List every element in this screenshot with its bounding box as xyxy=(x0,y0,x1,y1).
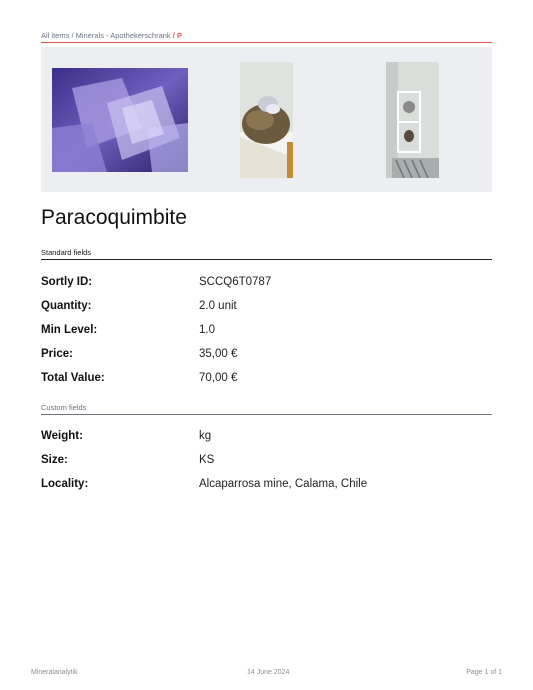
field-row-weight xyxy=(41,430,492,446)
crystals-image xyxy=(52,68,188,172)
field-row-price xyxy=(41,348,492,364)
field-value: 1.0 xyxy=(199,324,215,336)
field-value: 70,00 € xyxy=(199,372,238,384)
specimen-image xyxy=(240,62,293,178)
field-value: Alcaparrosa mine, Calama, Chile xyxy=(199,478,368,490)
breadcrumb-item-folder[interactable]: Minerals - Apothekerschrank xyxy=(75,31,171,40)
field-value: 35,00 € xyxy=(199,348,238,360)
footer-page-number: Page 1 of 1 xyxy=(466,669,502,676)
footer-date: 14 June 2024 xyxy=(247,669,290,676)
photo-gallery xyxy=(41,47,492,192)
field-label: Min Level: xyxy=(41,324,98,336)
breadcrumb-separator: / xyxy=(71,31,74,40)
item-photo-cabinet[interactable] xyxy=(386,62,439,178)
field-label: Sortly ID: xyxy=(41,276,93,288)
field-row-min-level xyxy=(41,324,492,340)
field-row-locality xyxy=(41,478,492,494)
breadcrumb xyxy=(41,31,492,43)
field-label: Weight: xyxy=(41,430,83,442)
field-label: Total Value: xyxy=(41,372,105,384)
field-value: kg xyxy=(199,430,212,442)
field-row-quantity xyxy=(41,300,492,316)
field-row-total-value xyxy=(41,372,492,388)
field-label: Size: xyxy=(41,454,68,466)
field-label: Price: xyxy=(41,348,73,360)
item-photo-crystals[interactable] xyxy=(52,68,188,172)
field-label: Locality: xyxy=(41,478,89,490)
item-photo-specimen[interactable] xyxy=(240,62,293,178)
field-row-sortly-id xyxy=(41,276,492,292)
field-label: Quantity: xyxy=(41,300,92,312)
custom-fields-heading: Custom fields xyxy=(41,403,492,415)
footer-company: Mineralanalytik xyxy=(31,669,78,676)
field-row-size xyxy=(41,454,492,470)
field-value: KS xyxy=(199,454,215,466)
item-title: Paracoquimbite xyxy=(41,206,187,229)
field-value: 2.0 unit xyxy=(199,300,237,312)
breadcrumb-item-current: P xyxy=(176,31,182,40)
field-value: SCCQ6T0787 xyxy=(199,276,272,288)
breadcrumb-separator: / xyxy=(172,31,175,40)
standard-fields-heading: Standard fields xyxy=(41,248,492,260)
breadcrumb-item-all-items[interactable]: All items xyxy=(41,31,70,40)
cabinet-image xyxy=(386,62,439,178)
